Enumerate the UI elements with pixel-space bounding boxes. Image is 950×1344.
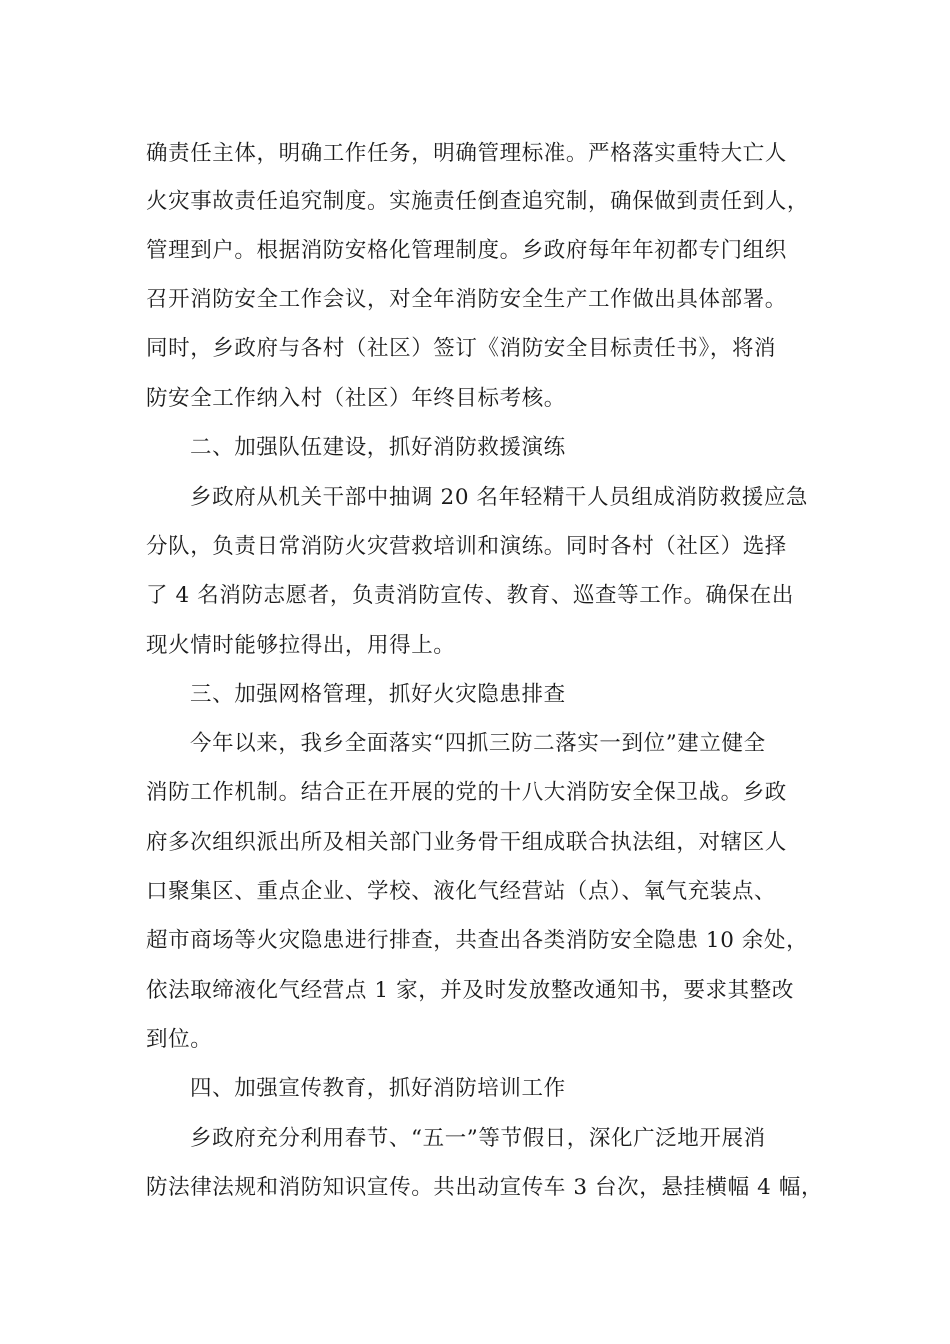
body-text-line: 了 4 名消防志愿者，负责消防宣传、教育、巡查等工作。确保在出 (146, 583, 794, 608)
body-text-line: 超市商场等火灾隐患进行排查，共查出各类消防安全隐患 10 余处， (146, 928, 809, 953)
body-text-line: 消防工作机制。结合正在开展的党的十八大消防安全保卫战。乡政 (146, 780, 787, 805)
section-heading: 四、加强宣传教育，抓好消防培训工作 (190, 1076, 566, 1101)
body-text-line: 乡政府充分利用春节、“五一”等节假日，深化广泛地开展消 (190, 1126, 766, 1151)
body-text-line: 分队，负责日常消防火灾营救培训和演练。同时各村（社区）选择 (146, 534, 787, 559)
section-heading: 二、加强队伍建设，抓好消防救援演练 (190, 435, 566, 460)
body-text-line: 口聚集区、重点企业、学校、液化气经营站（点）、氧气充装点、 (146, 879, 777, 904)
body-text-line: 火灾事故责任追究制度。实施责任倒查追究制，确保做到责任到人， (146, 189, 810, 214)
body-text-line: 今年以来，我乡全面落实“四抓三防二落实一到位”建立健全 (190, 731, 766, 756)
body-text-line: 防法律法规和消防知识宣传。共出动宣传车 3 台次，悬挂横幅 4 幅， (146, 1175, 824, 1200)
body-text-line: 府多次组织派出所及相关部门业务骨干组成联合执法组，对辖区人 (146, 830, 787, 855)
body-text-line: 同时，乡政府与各村（社区）签订《消防安全目标责任书》，将消 (146, 336, 777, 361)
body-text-line: 依法取缔液化气经营点 1 家，并及时发放整改通知书，要求其整改 (146, 978, 794, 1003)
body-text-line: 到位。 (146, 1027, 213, 1052)
body-text-line: 乡政府从机关干部中抽调 20 名年轻精干人员组成消防救援应急 (190, 485, 809, 510)
body-text-line: 召开消防安全工作会议，对全年消防安全生产工作做出具体部署。 (146, 287, 787, 312)
body-text-line: 确责任主体，明确工作任务，明确管理标准。严格落实重特大亡人 (146, 141, 787, 166)
section-heading: 三、加强网格管理，抓好火灾隐患排查 (190, 682, 566, 707)
body-text-line: 现火情时能够拉得出，用得上。 (146, 633, 456, 658)
body-text-line: 防安全工作纳入村（社区）年终目标考核。 (146, 386, 566, 411)
body-text-line: 管理到户。根据消防安格化管理制度。乡政府每年年初都专门组织 (146, 238, 787, 263)
